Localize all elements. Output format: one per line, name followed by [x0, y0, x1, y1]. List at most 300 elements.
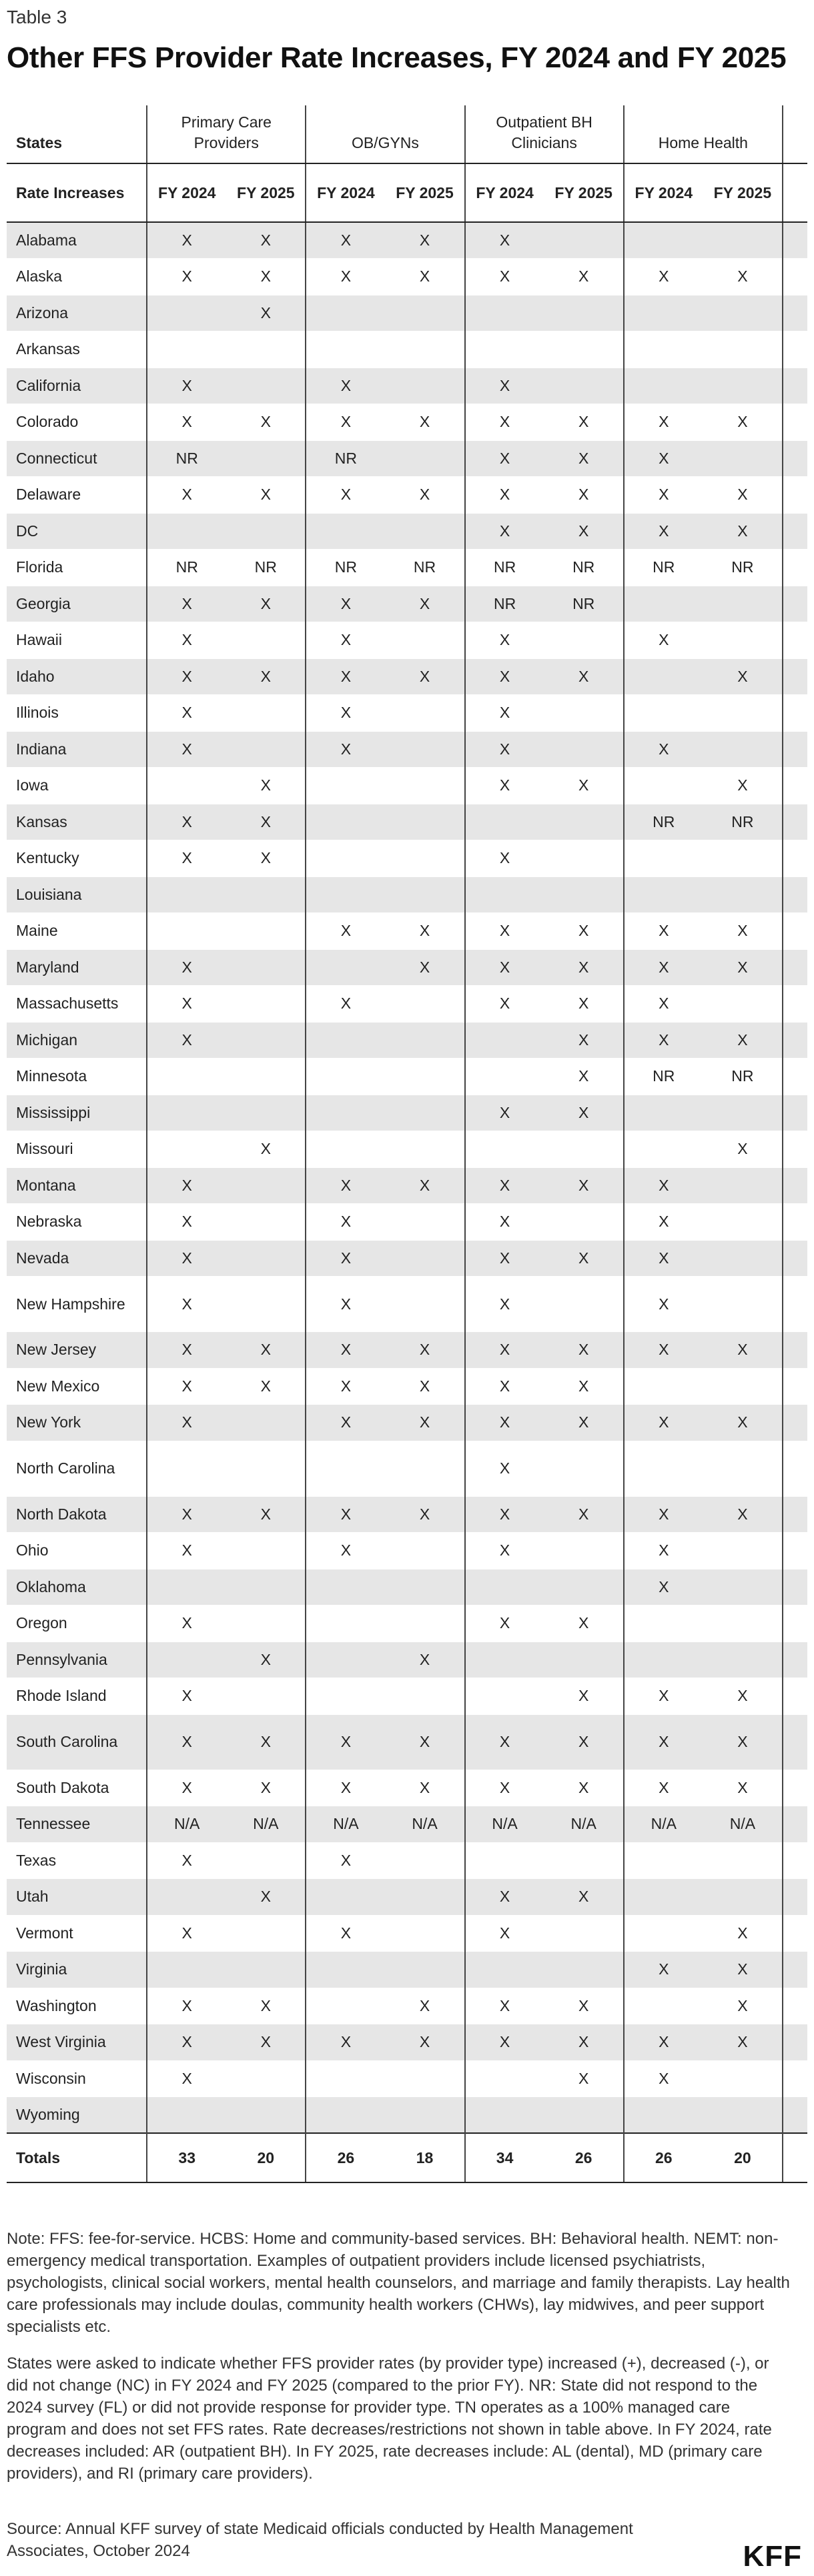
row-spacer: [783, 840, 807, 877]
rate-cell: [465, 1569, 544, 1605]
rate-cell: X: [544, 1332, 624, 1369]
rate-cell: N/A: [306, 1806, 385, 1843]
table-row: [7, 368, 807, 404]
rate-cell: [226, 731, 306, 768]
rate-cell: X: [306, 222, 385, 259]
rate-cell: N/A: [624, 1806, 703, 1843]
rate-cell: [226, 876, 306, 913]
rate-cell: X: [624, 2024, 703, 2061]
rate-cell: [226, 1022, 306, 1059]
rate-cell: [703, 295, 783, 332]
table-row: [7, 876, 807, 913]
rate-cell: [544, 840, 624, 877]
rate-cell: X: [544, 1714, 624, 1770]
rate-cell: X: [624, 1952, 703, 1988]
rate-cell: [385, 622, 464, 659]
rate-cell: [385, 368, 464, 404]
rate-cell: [226, 986, 306, 1023]
state-name-cell: Tennessee: [7, 1806, 147, 1843]
rate-cell: X: [544, 949, 624, 986]
state-name-cell: Nevada: [7, 1240, 147, 1277]
rate-cell: X: [226, 2024, 306, 2061]
row-spacer: [783, 1204, 807, 1241]
rate-cell: X: [703, 1714, 783, 1770]
rate-cell: X: [385, 949, 464, 986]
rate-cell: [624, 1642, 703, 1678]
rate-cell: X: [465, 986, 544, 1023]
row-spacer: [783, 804, 807, 840]
rate-cell: [147, 295, 226, 332]
rate-cell: NR: [703, 804, 783, 840]
rate-cell: [624, 695, 703, 732]
rate-cell: [703, 332, 783, 368]
row-spacer: [783, 1605, 807, 1642]
table-notes: [7, 2228, 794, 2499]
page-title: Other FFS Provider Rate Increases, FY 2024 and FY 2025: [7, 41, 787, 74]
rate-cell: X: [306, 1915, 385, 1952]
rate-cell: X: [306, 731, 385, 768]
rate-cell: X: [147, 1405, 226, 1441]
rate-cell: X: [147, 1022, 226, 1059]
rate-cell: [544, 332, 624, 368]
rate-cell: [624, 2097, 703, 2134]
rate-cell: X: [226, 477, 306, 514]
row-spacer: [783, 368, 807, 404]
table-body: [7, 222, 807, 2133]
rate-cell: X: [465, 2024, 544, 2061]
table-row: [7, 804, 807, 840]
rate-cell: [703, 840, 783, 877]
rate-cell: X: [306, 1714, 385, 1770]
rate-cell: X: [544, 2060, 624, 2097]
state-name-cell: Vermont: [7, 1915, 147, 1952]
rate-cell: X: [147, 1714, 226, 1770]
row-spacer: [783, 1879, 807, 1916]
row-spacer: [783, 2097, 807, 2134]
rate-cell: [624, 1879, 703, 1916]
rate-cell: X: [385, 1770, 464, 1806]
state-name-cell: North Dakota: [7, 1496, 147, 1533]
fy-header: FY 2025: [226, 163, 306, 222]
row-spacer: [783, 295, 807, 332]
rate-cell: [544, 1842, 624, 1879]
rate-cell: X: [703, 259, 783, 295]
group-header-outpatient-bh: Outpatient BH Clinicians: [465, 105, 624, 163]
table-label: Table 3: [7, 7, 67, 27]
rate-cell: [306, 1131, 385, 1168]
rate-cell: X: [226, 1714, 306, 1770]
rate-cell: [703, 1204, 783, 1241]
rate-cell: [703, 1642, 783, 1678]
rate-cell: X: [147, 1678, 226, 1715]
rate-cell: X: [465, 1915, 544, 1952]
rate-cell: X: [226, 768, 306, 804]
rate-cell: X: [703, 768, 783, 804]
row-spacer: [783, 1277, 807, 1332]
rate-cell: NR: [703, 1059, 783, 1095]
row-spacer: [783, 1988, 807, 2024]
rate-cell: [226, 1569, 306, 1605]
rate-cell: [306, 1879, 385, 1916]
rate-cell: [306, 2097, 385, 2134]
table-row: [7, 768, 807, 804]
rate-cell: [226, 440, 306, 477]
state-name-cell: Iowa: [7, 768, 147, 804]
rate-cell: X: [306, 695, 385, 732]
rate-cell: N/A: [147, 1806, 226, 1843]
total-cell: 34: [465, 2133, 544, 2182]
rate-cell: [385, 1022, 464, 1059]
table-row: [7, 1204, 807, 1241]
row-spacer: [783, 332, 807, 368]
rate-cell: X: [147, 586, 226, 622]
rate-cell: X: [465, 1988, 544, 2024]
rate-cell: X: [624, 1770, 703, 1806]
row-spacer: [783, 1915, 807, 1952]
rate-cell: [544, 1569, 624, 1605]
state-name-cell: Louisiana: [7, 876, 147, 913]
rate-cell: [544, 1441, 624, 1496]
rate-cell: [226, 695, 306, 732]
rate-cell: X: [703, 658, 783, 695]
rate-cell: X: [624, 513, 703, 550]
rate-cell: [306, 1059, 385, 1095]
fy-header: FY 2024: [624, 163, 703, 222]
state-name-cell: Pennsylvania: [7, 1642, 147, 1678]
rate-cell: [385, 876, 464, 913]
table-row: [7, 2097, 807, 2134]
rate-cell: X: [465, 622, 544, 659]
rate-cell: X: [306, 1842, 385, 1879]
totals-spacer: [783, 2133, 807, 2182]
rate-cell: X: [306, 1240, 385, 1277]
table-row: [7, 1842, 807, 1879]
row-spacer: [783, 1678, 807, 1715]
rate-cell: [226, 1240, 306, 1277]
state-name-cell: Arkansas: [7, 332, 147, 368]
rate-cell: [147, 1569, 226, 1605]
rate-cell: X: [624, 1022, 703, 1059]
rate-cell: X: [147, 840, 226, 877]
rate-cell: X: [544, 1988, 624, 2024]
row-spacer: [783, 1714, 807, 1770]
row-spacer: [783, 1569, 807, 1605]
rate-cell: X: [306, 1368, 385, 1405]
table-row: [7, 1131, 807, 1168]
rate-cell: X: [465, 1204, 544, 1241]
table-row: [7, 1332, 807, 1369]
table-row: [7, 1915, 807, 1952]
rate-cell: [306, 876, 385, 913]
state-name-cell: Wyoming: [7, 2097, 147, 2134]
state-name-cell: Missouri: [7, 1131, 147, 1168]
rate-cell: X: [306, 1496, 385, 1533]
rate-cell: [703, 1569, 783, 1605]
rate-cell: X: [226, 1368, 306, 1405]
rate-cell: X: [147, 1277, 226, 1332]
rate-cell: X: [306, 2024, 385, 2061]
total-cell: 26: [624, 2133, 703, 2182]
group-header-home-health: Home Health: [624, 105, 783, 163]
rate-cell: N/A: [385, 1806, 464, 1843]
state-name-cell: Mississippi: [7, 1095, 147, 1131]
fy-header: FY 2025: [544, 163, 624, 222]
rate-cell: NR: [147, 440, 226, 477]
rate-cell: [624, 1095, 703, 1131]
rate-cell: [465, 1022, 544, 1059]
rate-cell: [306, 768, 385, 804]
rate-cell: X: [624, 1332, 703, 1369]
rate-cell: X: [385, 1496, 464, 1533]
rate-cell: [226, 513, 306, 550]
state-name-cell: Minnesota: [7, 1059, 147, 1095]
table-row: [7, 550, 807, 586]
rate-cell: [147, 332, 226, 368]
table-row: [7, 731, 807, 768]
state-name-cell: Kansas: [7, 804, 147, 840]
rate-cell: X: [544, 1167, 624, 1204]
rate-cell: X: [465, 949, 544, 986]
rate-cell: [385, 1277, 464, 1332]
rate-cell: X: [147, 477, 226, 514]
rate-cell: X: [147, 731, 226, 768]
rate-cell: X: [147, 1533, 226, 1569]
rate-cell: [703, 2097, 783, 2134]
rate-cell: [385, 695, 464, 732]
rate-cell: [703, 1368, 783, 1405]
state-name-cell: Alaska: [7, 259, 147, 295]
rate-cell: X: [624, 949, 703, 986]
table-row: [7, 440, 807, 477]
rate-cell: [385, 513, 464, 550]
rate-cell: X: [465, 1496, 544, 1533]
rate-cell: NR: [226, 550, 306, 586]
rate-cell: [703, 622, 783, 659]
rate-cell: X: [385, 259, 464, 295]
rate-cell: [624, 1915, 703, 1952]
rate-cell: [544, 1952, 624, 1988]
rate-cell: X: [465, 477, 544, 514]
state-name-cell: West Virginia: [7, 2024, 147, 2061]
state-name-cell: Rhode Island: [7, 1678, 147, 1715]
rate-cell: X: [385, 222, 464, 259]
rate-cell: [226, 2060, 306, 2097]
total-cell: 18: [385, 2133, 464, 2182]
rate-cell: X: [465, 1240, 544, 1277]
rate-cell: [385, 804, 464, 840]
rate-cell: X: [147, 986, 226, 1023]
rate-cell: X: [624, 440, 703, 477]
rate-cell: [385, 440, 464, 477]
state-name-cell: Delaware: [7, 477, 147, 514]
rate-cell: X: [624, 1496, 703, 1533]
rate-cell: [385, 840, 464, 877]
state-name-cell: South Carolina: [7, 1714, 147, 1770]
rate-cell: X: [544, 658, 624, 695]
rate-cell: [703, 1095, 783, 1131]
rate-cell: [624, 1131, 703, 1168]
rate-cell: X: [147, 1204, 226, 1241]
rate-cell: [624, 840, 703, 877]
rate-cell: [385, 986, 464, 1023]
table-row: [7, 332, 807, 368]
rate-cell: X: [385, 2024, 464, 2061]
state-name-cell: New York: [7, 1405, 147, 1441]
rate-cell: [385, 1569, 464, 1605]
rate-cell: [306, 295, 385, 332]
rate-cell: [544, 876, 624, 913]
rate-cell: X: [306, 404, 385, 441]
table-row: [7, 1059, 807, 1095]
rate-cell: [147, 1879, 226, 1916]
rate-cell: X: [306, 1167, 385, 1204]
row-spacer: [783, 1952, 807, 1988]
row-spacer: [783, 1441, 807, 1496]
totals-label: Totals: [7, 2133, 147, 2182]
rate-cell: [624, 876, 703, 913]
rate-cell: X: [544, 513, 624, 550]
table-row: [7, 513, 807, 550]
rate-cell: X: [624, 986, 703, 1023]
total-cell: 26: [544, 2133, 624, 2182]
rate-cell: X: [624, 1678, 703, 1715]
rate-cell: [385, 1952, 464, 1988]
table-row: [7, 2060, 807, 2097]
rate-cell: X: [147, 2060, 226, 2097]
rate-cell: X: [465, 913, 544, 950]
rate-cell: N/A: [544, 1806, 624, 1843]
rate-cell: [226, 1204, 306, 1241]
table-row: [7, 1167, 807, 1204]
rate-cell: [544, 731, 624, 768]
rate-cell: [385, 1533, 464, 1569]
state-name-cell: New Hampshire: [7, 1277, 147, 1332]
table-row: [7, 1496, 807, 1533]
rate-cell: [226, 1277, 306, 1332]
rate-cell: X: [544, 1405, 624, 1441]
source-note: Source: Annual KFF survey of state Medicaid officials conducted by Health Management Associates, October 2024: [7, 2520, 633, 2560]
rate-cell: [147, 768, 226, 804]
state-name-cell: Alabama: [7, 222, 147, 259]
rate-cell: X: [703, 1678, 783, 1715]
rate-cell: NR: [544, 586, 624, 622]
rate-cell: [703, 1533, 783, 1569]
state-name-cell: Illinois: [7, 695, 147, 732]
rate-cell: [385, 1842, 464, 1879]
table-row: [7, 1405, 807, 1441]
rate-cell: X: [385, 1642, 464, 1678]
rate-cell: X: [624, 1204, 703, 1241]
rate-cell: [703, 731, 783, 768]
rate-cell: X: [465, 1879, 544, 1916]
rate-cell: X: [544, 1059, 624, 1095]
row-spacer: [783, 1405, 807, 1441]
fy-header: FY 2025: [703, 163, 783, 222]
table-row: [7, 1806, 807, 1843]
rate-cell: [703, 586, 783, 622]
table-row: [7, 1441, 807, 1496]
rate-cell: X: [703, 477, 783, 514]
rate-cell: [703, 695, 783, 732]
rate-increases-header: Rate Increases: [7, 163, 147, 222]
rate-cell: [226, 1167, 306, 1204]
state-name-cell: DC: [7, 513, 147, 550]
rate-cell: X: [147, 1605, 226, 1642]
rate-cell: X: [306, 1204, 385, 1241]
row-spacer: [783, 259, 807, 295]
table-row: [7, 986, 807, 1023]
rate-cell: X: [624, 477, 703, 514]
total-cell: 33: [147, 2133, 226, 2182]
table-row: [7, 1022, 807, 1059]
row-spacer: [783, 731, 807, 768]
rate-cell: X: [465, 658, 544, 695]
row-spacer: [783, 658, 807, 695]
note-abbreviations: Note: FFS: fee-for-service. HCBS: Home and community-based services. BH: Behavioral health. NEMT: non-emergency medical transportation. Examples of outpatient providers include licensed psychiatrists, psychologists, clinical social workers, mental health counselors, and marriage and family therapists. Lay health care professionals may include doulas, community health workers (CHWs), lay midwives, and peer support specialists etc.: [7, 2230, 790, 2336]
rate-cell: X: [226, 222, 306, 259]
rate-cell: [306, 804, 385, 840]
rate-cell: X: [544, 1605, 624, 1642]
rate-cell: X: [226, 295, 306, 332]
rate-cell: X: [544, 1022, 624, 1059]
rate-cell: X: [306, 622, 385, 659]
row-spacer: [783, 1240, 807, 1277]
rate-cell: X: [465, 1533, 544, 1569]
rate-cell: X: [465, 731, 544, 768]
rate-cell: NR: [624, 1059, 703, 1095]
rate-cell: X: [624, 622, 703, 659]
rate-cell: X: [147, 804, 226, 840]
rate-cell: X: [306, 586, 385, 622]
rate-cell: X: [226, 1332, 306, 1369]
rate-cell: X: [544, 477, 624, 514]
rate-cell: [544, 622, 624, 659]
table-row: [7, 1952, 807, 1988]
rate-cell: X: [465, 1605, 544, 1642]
rate-cell: NR: [544, 550, 624, 586]
state-name-cell: South Dakota: [7, 1770, 147, 1806]
rate-cell: X: [465, 1277, 544, 1332]
rate-cell: X: [624, 731, 703, 768]
row-spacer: [783, 1022, 807, 1059]
rate-cell: [147, 513, 226, 550]
rate-cell: X: [703, 949, 783, 986]
rate-cell: [703, 1277, 783, 1332]
state-name-cell: Florida: [7, 550, 147, 586]
rate-cell: X: [147, 1240, 226, 1277]
rate-cell: X: [544, 1095, 624, 1131]
rate-cell: X: [147, 1496, 226, 1533]
rate-cell: [147, 2097, 226, 2134]
rate-cell: [226, 1405, 306, 1441]
rate-cell: [306, 1605, 385, 1642]
rate-cell: [226, 949, 306, 986]
table-row: [7, 1879, 807, 1916]
row-spacer: [783, 1095, 807, 1131]
rate-cell: [624, 368, 703, 404]
header-spacer: [783, 163, 807, 222]
rate-cell: [306, 1678, 385, 1715]
table-row: [7, 1368, 807, 1405]
rate-cell: [703, 1441, 783, 1496]
state-name-cell: Oklahoma: [7, 1569, 147, 1605]
rate-cell: X: [703, 1405, 783, 1441]
table-row: [7, 295, 807, 332]
rate-cell: X: [385, 1368, 464, 1405]
rate-cell: [544, 2097, 624, 2134]
table-row: [7, 259, 807, 295]
rate-cell: X: [306, 477, 385, 514]
